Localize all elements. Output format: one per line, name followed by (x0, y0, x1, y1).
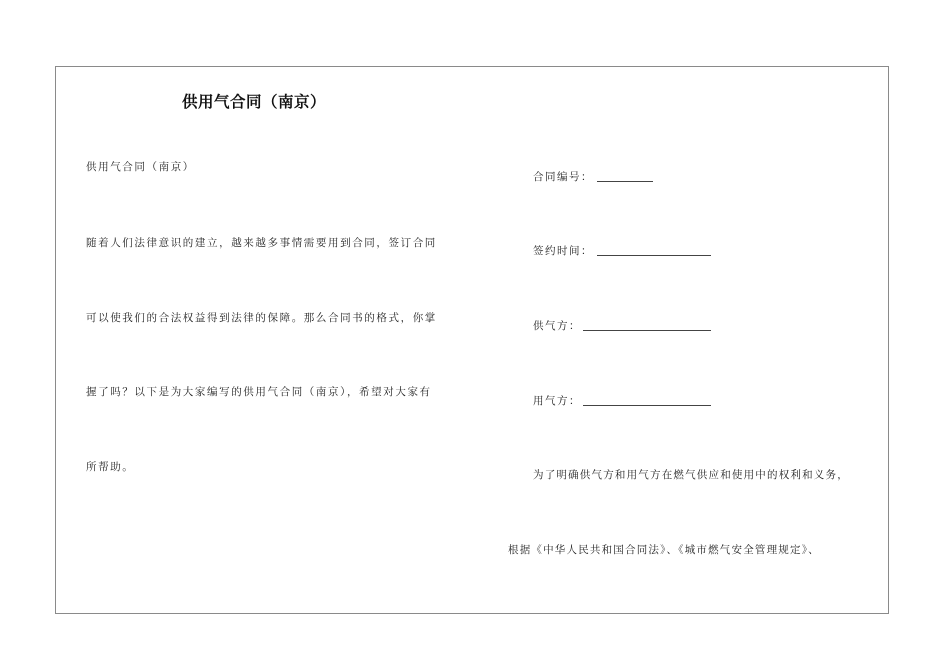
left-line-3: 可以使我们的合法权益得到法律的保障。那么合同书的格式，你掌 (86, 312, 437, 324)
supplier-blank (583, 330, 711, 331)
left-line-2: 随着人们法律意识的建立，越来越多事情需要用到合同，签订合同 (86, 237, 437, 249)
left-line-5: 所帮助。 (86, 461, 135, 473)
left-line-1: 供用气合同（南京） (86, 161, 195, 173)
consumer-blank (583, 405, 711, 406)
consumer-label: 用气方： (533, 395, 581, 407)
right-line-1: 为了明确供气方和用气方在燃气供应和使用中的权利和义务， (533, 469, 849, 481)
sign-time-blank (597, 255, 711, 256)
sign-time-label: 签约时间： (533, 245, 593, 257)
supplier-label: 供气方： (533, 320, 581, 332)
document-page-frame (55, 66, 889, 614)
document-title: 供用气合同（南京） (182, 93, 327, 111)
right-line-2: 根据《中华人民共和国合同法》、《城市燃气安全管理规定》、 (508, 544, 820, 556)
contract-number-label: 合同编号： (533, 171, 593, 183)
left-line-4: 握了吗？以下是为大家编写的供用气合同（南京），希望对大家有 (86, 386, 432, 398)
contract-number-blank (597, 181, 653, 182)
